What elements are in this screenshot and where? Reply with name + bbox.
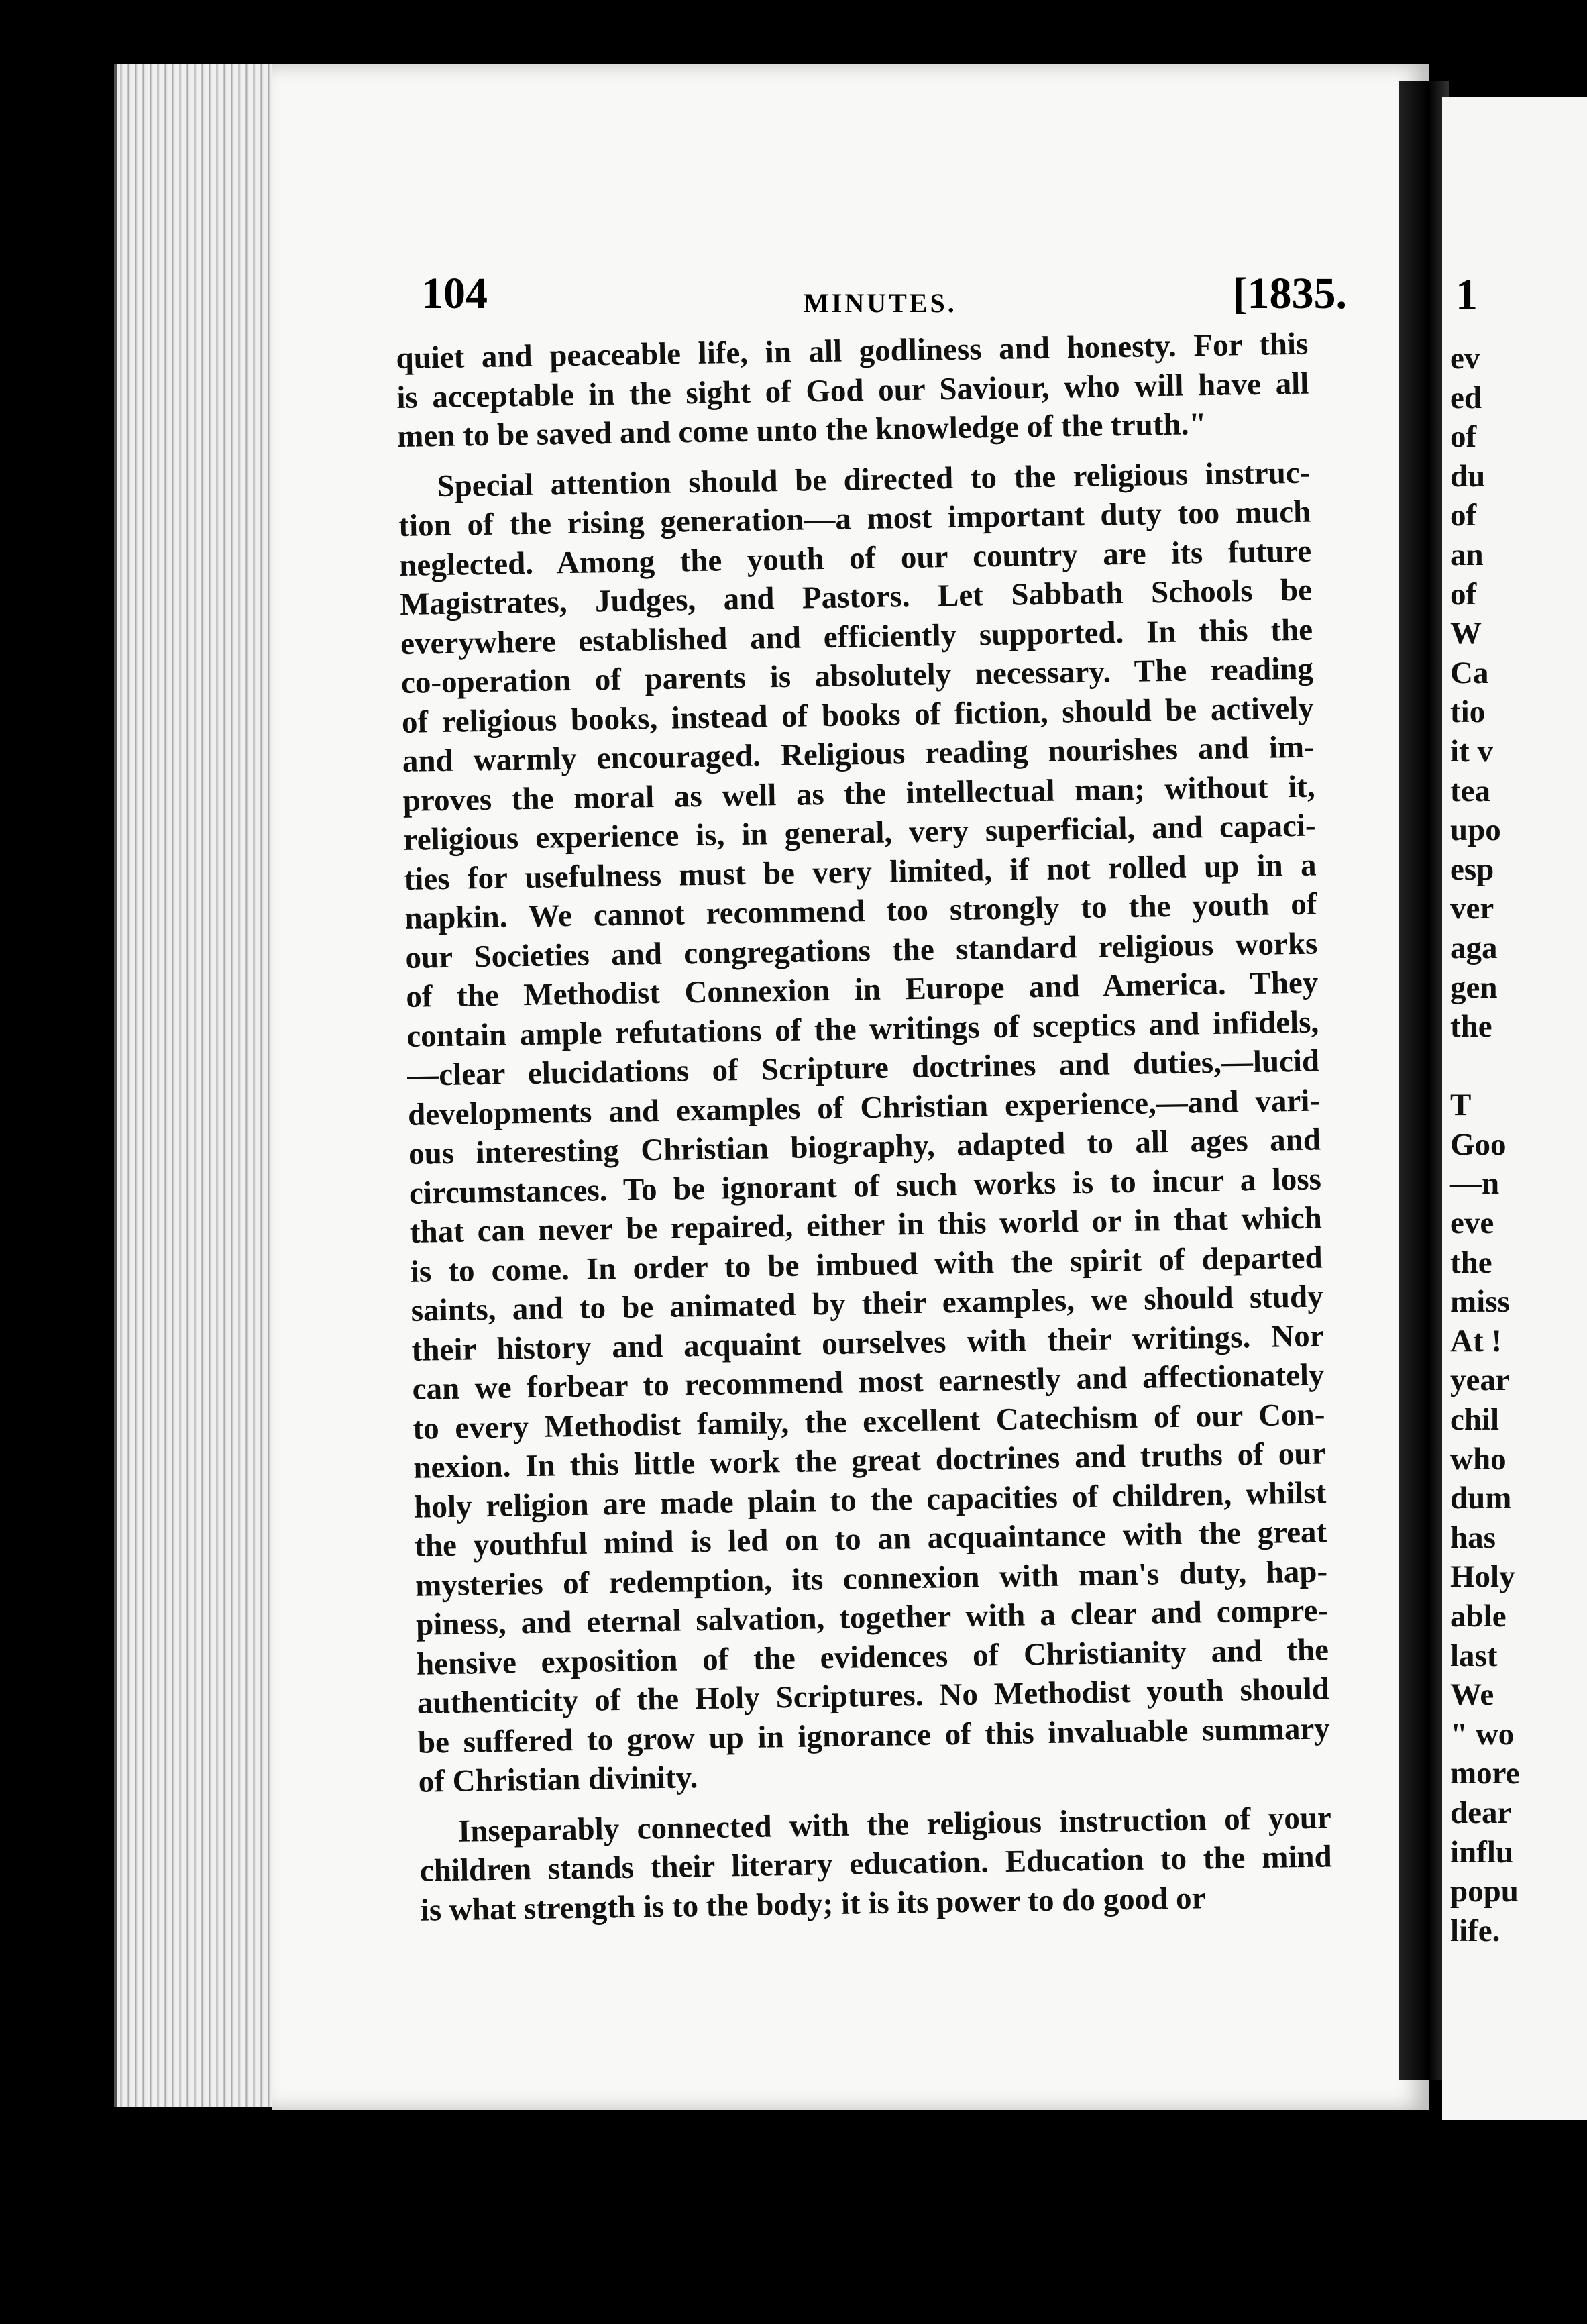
right-page-line-fragment: We xyxy=(1450,1677,1494,1713)
text-line: proves the moral as well as the intellectual man; without it, xyxy=(402,769,1316,818)
text-line: co-operation of parents is absolutely necessary. The reading xyxy=(400,651,1314,700)
right-page-line-fragment: Ca xyxy=(1450,655,1489,690)
text-line: men to be saved and come unto the knowledge of the truth." xyxy=(396,407,1207,454)
text-line: that can never be repaired, either in this world or in that which xyxy=(409,1200,1323,1250)
text-line: neglected. Among the youth of our country are its future xyxy=(398,533,1312,583)
right-page-line-fragment: T xyxy=(1450,1088,1472,1123)
right-page-line-fragment: esp xyxy=(1450,851,1494,887)
right-page-line-fragment: du xyxy=(1450,458,1486,494)
right-page-line-fragment xyxy=(1450,1047,1587,1086)
right-page-line-fragment: last xyxy=(1450,1638,1498,1673)
body-text xyxy=(396,325,1333,1941)
text-line: ties for usefulness must be very limited, if not rolled up in a xyxy=(404,847,1317,897)
right-page-line-fragment: aga xyxy=(1450,930,1498,965)
right-page-line-fragment: W xyxy=(1450,616,1482,651)
right-page-line-fragment: ev xyxy=(1450,341,1480,376)
paragraph xyxy=(398,453,1331,1801)
right-page-line-fragment: eve xyxy=(1450,1206,1494,1241)
right-page-line-fragment: upo xyxy=(1450,812,1501,848)
right-page-line-fragment: able xyxy=(1450,1599,1507,1634)
right-page-line-fragment: who xyxy=(1450,1441,1507,1477)
text-line: Inseparably connected with the religious instruction of your xyxy=(457,1799,1332,1849)
text-line: contain ample refutations of the writings of sceptics and infidels, xyxy=(406,1004,1319,1054)
text-line: of the Methodist Connexion in Europe and America. They xyxy=(406,965,1319,1014)
text-line: Magistrates, Judges, and Pastors. Let Sabbath Schools be xyxy=(399,572,1313,622)
text-line: Special attention should be directed to the religious instruc- xyxy=(437,455,1311,504)
header-year: [1835. xyxy=(1232,269,1347,318)
text-line: everywhere established and efficiently supported. In this the xyxy=(400,612,1313,662)
right-page-line-fragment: miss xyxy=(1450,1284,1510,1320)
paragraph xyxy=(396,325,1310,457)
right-page-line-fragment: the xyxy=(1450,1245,1492,1280)
right-page-line-fragment: gen xyxy=(1450,969,1498,1005)
right-page-line-fragment: tio xyxy=(1450,694,1486,730)
text-line: hensive exposition of the evidences of Christianity and the xyxy=(416,1632,1329,1682)
book-gutter xyxy=(1399,81,1449,2080)
text-line: is what strength is to the body; it is its power to do good or xyxy=(420,1880,1206,1928)
right-page-line-fragment: influ xyxy=(1450,1834,1514,1870)
text-line: developments and examples of Christian experience,—and vari- xyxy=(407,1082,1321,1132)
text-line: nexion. In this little work the great doctrines and truths of our xyxy=(413,1436,1326,1485)
right-page-line-fragment: tea xyxy=(1450,773,1491,808)
right-page-line-fragment: " wo xyxy=(1450,1716,1515,1752)
text-line: their history and acquaint ourselves with their writings. Nor xyxy=(411,1318,1324,1368)
text-line: children stands their literary education. Education to the mind xyxy=(419,1839,1333,1889)
right-page-line-fragment: more xyxy=(1450,1756,1520,1791)
right-page-line-fragment: it v xyxy=(1450,733,1493,769)
right-page-line-fragment: popu xyxy=(1450,1874,1519,1909)
text-line: religious experience is, in general, very superficial, and capaci- xyxy=(403,808,1316,857)
right-page-line-fragment: chil xyxy=(1450,1402,1500,1438)
text-line: mysteries of redemption, its connexion with man's duty, hap- xyxy=(415,1553,1328,1603)
text-line: holy religion are made plain to the capacities of children, whilst xyxy=(413,1475,1327,1525)
text-line: is to come. In order to be imbued with the spirit of departed xyxy=(410,1239,1323,1289)
right-page-line-fragment: life. xyxy=(1450,1913,1500,1948)
right-page-line-fragment: has xyxy=(1450,1520,1496,1555)
text-line: of religious books, instead of books of fiction, should be actively xyxy=(401,690,1315,740)
right-page-line-fragment: dear xyxy=(1450,1795,1512,1830)
right-page-line-fragment: Goo xyxy=(1450,1126,1507,1162)
text-line: piness, and eternal salvation, together with a clear and compre- xyxy=(415,1593,1329,1642)
right-page xyxy=(1442,97,1587,2120)
text-line: be suffered to grow up in ignorance of this invaluable summary xyxy=(417,1710,1331,1760)
right-page-column xyxy=(1450,339,1587,1950)
paragraph xyxy=(419,1798,1333,1930)
right-page-line-fragment: dum xyxy=(1450,1481,1512,1516)
text-line: authenticity of the Holy Scriptures. No Methodist youth should xyxy=(417,1671,1330,1721)
right-page-line-fragment: ed xyxy=(1450,380,1482,415)
right-page-line-fragment: of xyxy=(1450,419,1477,455)
right-page-line-fragment: year xyxy=(1450,1363,1510,1398)
right-page-line-fragment: ver xyxy=(1450,891,1494,927)
text-line: ous interesting Christian biography, adapted to all ages and xyxy=(408,1122,1321,1171)
right-page-line-fragment: of xyxy=(1450,576,1477,612)
right-page-line-fragment: of xyxy=(1450,498,1477,533)
page-number: 104 xyxy=(421,269,488,318)
right-page-line-fragment: —n xyxy=(1450,1166,1500,1202)
text-line: circumstances. To be ignorant of such works is to incur a loss xyxy=(408,1161,1322,1211)
text-line: our Societies and congregations the standard religious works xyxy=(405,926,1318,975)
text-line: can we forbear to recommend most earnestly and affectionately xyxy=(412,1357,1325,1407)
page-edges xyxy=(114,64,278,2107)
right-page-number-fragment: 1 xyxy=(1456,270,1478,319)
text-line: to every Methodist family, the excellent Catechism of our Con- xyxy=(413,1396,1325,1446)
right-page-line-fragment: Holy xyxy=(1450,1559,1515,1595)
text-line: napkin. We cannot recommend too strongly to the youth of xyxy=(404,886,1317,936)
text-line: the youthful mind is led on to an acquaintance with the great xyxy=(414,1514,1327,1564)
text-line: tion of the rising generation—a most important duty too much xyxy=(398,494,1311,543)
text-line: saints, and to be animated by their examples, we should study xyxy=(411,1279,1324,1328)
running-head: MINUTES. xyxy=(804,288,957,318)
text-line: and warmly encouraged. Religious reading nourishes and im- xyxy=(402,729,1315,779)
text-line: of Christian divinity. xyxy=(418,1760,698,1799)
right-page-line-fragment: At ! xyxy=(1450,1323,1502,1359)
text-line: —clear elucidations of Scripture doctrines and duties,—lucid xyxy=(406,1043,1320,1093)
right-page-line-fragment: an xyxy=(1450,537,1484,572)
text-line: is acceptable in the sight of God our Saviour, who will have all xyxy=(396,366,1309,415)
text-line: quiet and peaceable life, in all godliness and honesty. For this xyxy=(396,326,1309,376)
right-page-line-fragment: the xyxy=(1450,1009,1492,1045)
